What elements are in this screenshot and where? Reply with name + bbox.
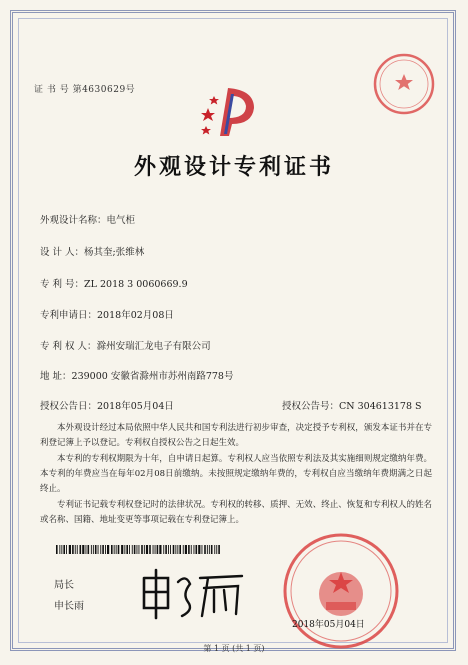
patent-office-logo-icon <box>198 78 264 144</box>
field-grant-date: 授权公告日：2018年05月04日 <box>40 401 174 412</box>
field-design-name: 外观设计名称：电气柜 <box>40 215 136 226</box>
field-address: 地 址：239000 安徽省滁州市苏州南路778号 <box>40 371 234 382</box>
field-patent-no: 专 利 号：ZL 2018 3 0060669.9 <box>40 279 188 290</box>
director-name: 申长雨 <box>54 601 84 612</box>
official-seal-icon <box>282 532 400 650</box>
paragraph-term: 本专利的专利权期限为十年，自申请日起算。专利权人应当依照专利法及其实施细则规定缴纳年费。本专利的年费应当在每年02月08日前缴纳。未按照规定缴纳年费的，专利权自应当缴纳年费期满之日起终止。 <box>40 454 432 494</box>
field-patentee: 专 利 权 人：滁州安瑞汇龙电子有限公司 <box>40 341 211 352</box>
barcode-icon <box>56 545 221 554</box>
seal-date: 2018年05月04日 <box>292 620 365 630</box>
director-title: 局长 <box>54 580 74 591</box>
field-designer: 设 计 人：杨其奎;张维林 <box>40 247 145 258</box>
page-title: 外观设计专利证书 <box>133 154 334 180</box>
certificate-number: 证 书 号 第4630629号 <box>34 85 136 95</box>
red-seal-top-icon <box>372 52 436 116</box>
field-filing-date: 专利申请日：2018年02月08日 <box>40 310 174 321</box>
field-grant-pub-no: 授权公告号：CN 304613178 S <box>282 401 422 412</box>
page-number: 第 1 页 (共 1 页) <box>203 644 265 653</box>
paragraph-grant: 本外观设计经过本局依照中华人民共和国专利法进行初步审查，决定授予专利权，颁发本证书并在专利登记簿上予以登记。专利权自授权公告之日起生效。 <box>40 423 432 448</box>
paragraph-register: 专利证书记载专利权登记时的法律状况。专利权的转移、质押、无效、终止、恢复和专利权人的姓名或名称、国籍、地址变更等事项记载在专利登记簿上。 <box>40 500 432 525</box>
director-signature-icon <box>138 564 248 624</box>
